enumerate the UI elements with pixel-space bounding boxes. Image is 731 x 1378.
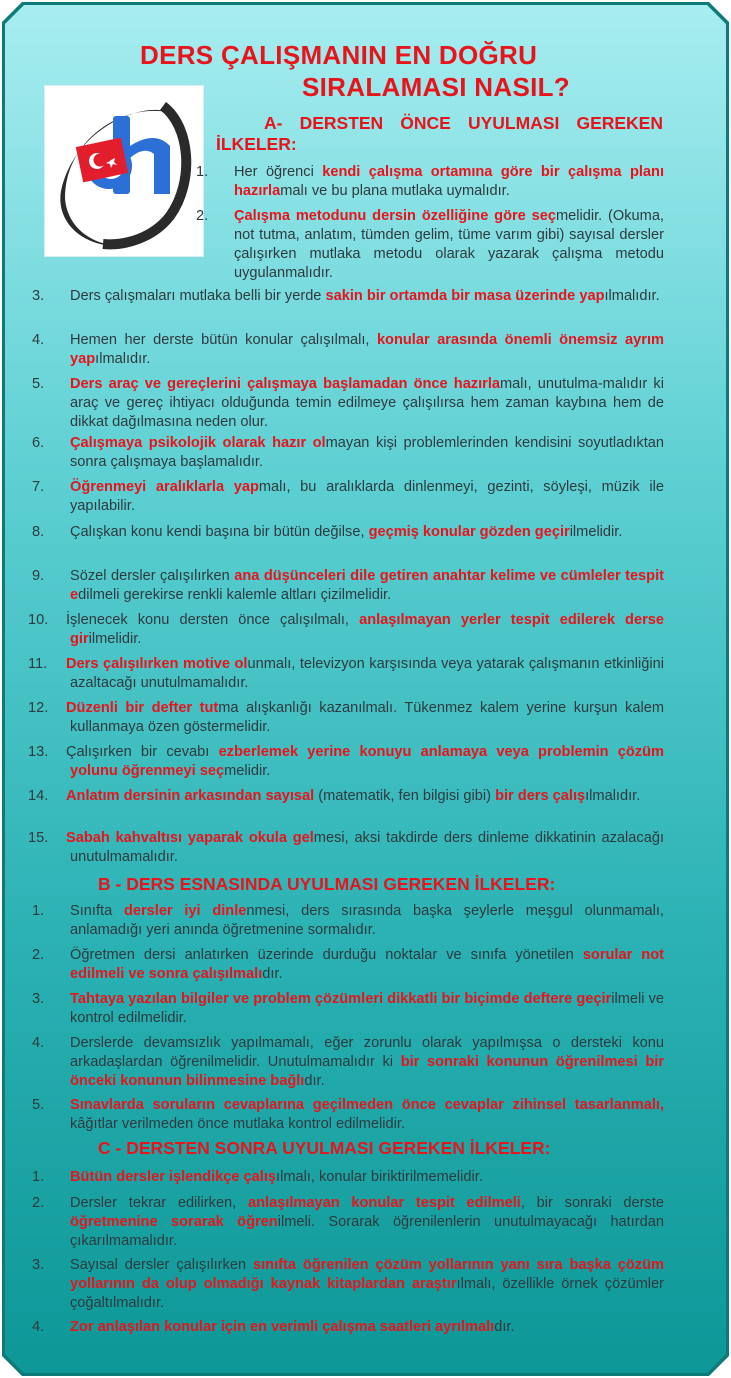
item-highlight: Çalışmaya psikolojik olarak hazır ol <box>70 435 326 451</box>
item-text: Öğretmen dersi anlatırken üzerinde durduğu noktalar ve sınıfa yönetilen <box>70 947 583 963</box>
item-number: 8. <box>32 524 45 540</box>
item-text: ılmalı, özellikle örnek çözümler çoğaltılmalıdır. <box>70 1276 664 1311</box>
item-text: Sözel dersler çalışılırken <box>70 568 235 584</box>
list-item <box>28 787 664 806</box>
item-text: malı, unutulma-malıdır ki araç ve gereç ihtiyacı olduğunda temin edilmeye çalışılırsa hem zaman kaybına hem de dikkat dağılmasına neden olur. <box>70 376 664 430</box>
item-number: 3. <box>32 1257 45 1273</box>
item-highlight: öğretmenine sorarak öğren <box>70 1214 278 1230</box>
list-item <box>32 478 664 516</box>
list-item <box>32 523 664 542</box>
item-number: 5. <box>32 376 45 392</box>
item-text: ılmalıdır. <box>585 788 641 804</box>
item-text: İşlenecek konu dersten önce çalışılmalı, <box>66 612 360 628</box>
page-title-line2: SIRALAMASI NASIL? <box>302 72 570 102</box>
item-text: Çalışırken bir cevabı <box>66 744 219 760</box>
section-b-heading: B - DERS ESNASINDA UYULMASI GEREKEN İLKELER: <box>98 874 556 894</box>
item-text: Hemen her derste bütün konular çalışılmalı, <box>70 332 377 348</box>
item-text: ilmeli ve kontrol edilmelidir. <box>70 991 664 1026</box>
item-number: 2. <box>196 208 209 224</box>
page-title-line1: DERS ÇALIŞMANIN EN DOĞRU <box>140 40 538 70</box>
item-number: 1. <box>196 164 209 180</box>
list-item <box>32 1256 664 1313</box>
item-highlight: Çalışma metodunu dersin özelliğine göre seç <box>234 208 556 224</box>
item-highlight: Düzenli bir defter tut <box>66 700 219 716</box>
item-highlight: Ders araç ve gereçlerini çalışmaya başlamadan önce hazırla <box>70 376 501 392</box>
item-text: (matematik, fen bilgisi gibi) <box>314 788 496 804</box>
list-item <box>196 163 664 201</box>
item-highlight: dersler iyi dinle <box>123 903 247 919</box>
item-text: dır. <box>262 966 283 982</box>
item-text: dilmeli gerekirse renkli kalemle altları çizilmelidir. <box>78 587 392 603</box>
item-highlight: ezberlemek yerine konuyu anlamaya veya problemin çözüm yolunu öğrenmeyi seç <box>70 744 664 779</box>
item-number: 7. <box>32 479 45 495</box>
item-number: 1. <box>32 903 45 919</box>
item-text: mesi, aksi takdirde ders dinleme dikkatinin azalacağı unutulmamalıdır. <box>70 830 664 865</box>
dh-logo-icon <box>45 86 203 256</box>
list-item <box>32 287 664 306</box>
item-text: ılmalıdır. <box>604 288 660 304</box>
list-item <box>28 829 664 867</box>
list-item <box>28 655 664 693</box>
item-highlight: sorular not edilmeli ve sonra çalışılmalı <box>70 947 664 982</box>
item-number: 4. <box>32 1319 45 1335</box>
item-text: malı ve bu plana mutlaka uymalıdır. <box>280 183 510 199</box>
section-a-heading: A- DERSTEN ÖNCE UYULMASI GEREKEN İLKELER: <box>216 113 663 154</box>
item-highlight: Sabah kahvaltısı yaparak okula gel <box>66 830 314 846</box>
item-number: 10. <box>28 612 49 628</box>
item-text: melidir. (Okuma, not tutma, anlatım, tümden gelim, tüme varım gibi) sayısal dersler çalışırken mutlaka metodu olarak yazarak çalışma metodu uygulanmalıdır. <box>234 208 664 281</box>
item-text: ılmalı, konular biriktirilmemelidir. <box>276 1169 483 1185</box>
list-item <box>32 902 664 940</box>
item-highlight: Bütün dersler işlendikçe çalış <box>70 1169 277 1185</box>
item-text: malı, bu aralıklarda dinlenmeyi, gezinti, söyleşi, müzik ile yapılabilir. <box>70 479 664 514</box>
item-number: 11. <box>28 656 48 672</box>
item-text: Derslerde devamsızlık yapılmamalı, eğer zorunlu olarak yapılmışsa o dersteki konu arkadaşlardan öğrenilmelidir. Unutulmamalıdır ki <box>70 1035 664 1070</box>
item-highlight: bir sonraki konunun öğrenilmesi bir önceki konunun bilinmesine bağlı <box>70 1054 664 1089</box>
list-item <box>32 1034 664 1091</box>
list-item <box>32 1168 664 1187</box>
item-number: 13. <box>28 744 49 760</box>
list-item <box>28 699 664 737</box>
item-highlight: anlaşılmayan konular tespit edilmeli <box>247 1195 521 1211</box>
item-highlight: sınıfta öğrenilen çözüm yollarının yanı sıra başka çözüm yollarının da olup olmadığı kaynak kitaplardan araştır <box>70 1257 664 1292</box>
item-text: Her öğrenci <box>234 164 323 180</box>
item-text: nmesi, ders sırasında başka şeylerle meşgul olunmamalı, anlamadığı yeri anında öğretmenine sormalıdır. <box>70 903 664 938</box>
item-text: Ders çalışmaları mutlaka belli bir yerde <box>70 288 326 304</box>
item-number: 1. <box>32 1169 45 1185</box>
item-text: kâğıtlar verilmeden önce mutlaka kontrol edilmelidir. <box>70 1116 406 1132</box>
item-text: ilmeli. Sorarak öğrenilenlerin unutulmayacağı hatırdan çıkarılmamalıdır. <box>70 1214 664 1249</box>
item-highlight: anlaşılmayan yerler tespit edilerek derse gir <box>70 612 664 647</box>
item-highlight: Ders çalışılırken motive ol <box>66 656 248 672</box>
list-item <box>32 946 664 984</box>
item-text: ilmelidir. <box>88 631 142 647</box>
item-number: 3. <box>32 288 45 304</box>
item-number: 2. <box>32 947 45 963</box>
section-c-heading: C - DERSTEN SONRA UYULMASI GEREKEN İLKELER: <box>98 1138 551 1158</box>
item-highlight: Tahtaya yazılan bilgiler ve problem çözümleri dikkatli bir biçimde deftere geçir <box>70 991 612 1007</box>
item-text: ılmalıdır. <box>95 351 151 367</box>
list-item <box>32 1096 664 1134</box>
item-highlight: Öğrenmeyi aralıklarla yap <box>70 479 259 495</box>
item-text: mayan kişi problemlerinden kendisini soyutladıktan sonra çalışmaya başlamalıdır. <box>70 435 665 470</box>
item-highlight: geçmiş konular gözden geçir <box>368 524 570 540</box>
list-item <box>28 743 664 781</box>
item-highlight: sakin bir ortamda bir masa üzerinde yap <box>325 288 605 304</box>
list-item <box>32 990 664 1028</box>
item-number: 4. <box>32 332 45 348</box>
item-highlight: kendi çalışma ortamına göre bir çalışma planı hazırla <box>234 164 664 199</box>
list-item <box>32 331 664 369</box>
item-text: dır. <box>494 1319 515 1335</box>
item-number: 15. <box>28 830 49 846</box>
item-text: , bir sonraki derste <box>520 1195 664 1211</box>
item-text: Sınıfta <box>70 903 124 919</box>
item-highlight: Zor anlaşılan konular için en verimli çalışma saatleri ayrılmalı <box>70 1319 495 1335</box>
item-text: Dersler tekrar edilirken, <box>70 1195 248 1211</box>
item-number: 5. <box>32 1097 45 1113</box>
item-highlight: konular arasında önemli önemsiz ayrım yap <box>70 332 664 367</box>
item-highlight: Anlatım dersinin arkasından sayısal <box>66 788 315 804</box>
list-item <box>32 567 665 605</box>
item-number: 4. <box>32 1035 45 1051</box>
list-item <box>32 1318 664 1337</box>
item-number: 14. <box>28 788 49 804</box>
item-text: Çalışkan konu kendi başına bir bütün değilse, <box>70 524 369 540</box>
item-text: Sayısal dersler çalışılırken <box>70 1257 253 1273</box>
item-text: ma alışkanlığı kazanılmalı. Tükenmez kalem yerine kurşun kalem kullanmaya özen göstermelidir. <box>70 700 664 735</box>
list-item <box>196 207 664 283</box>
list-item <box>28 611 664 649</box>
item-text: ilmelidir. <box>569 524 623 540</box>
logo <box>44 85 204 257</box>
item-highlight: ana düşünceleri dile getiren anahtar kelime ve cümleler tespit e <box>70 568 665 603</box>
item-highlight: Sınavlarda soruların cevaplarına geçilmeden önce cevaplar zihinsel tasarlanmalı, <box>70 1097 664 1113</box>
list-item <box>32 1194 664 1251</box>
list-item <box>32 434 665 472</box>
item-number: 2. <box>32 1195 45 1211</box>
item-number: 9. <box>32 568 45 584</box>
item-highlight: bir ders çalış <box>495 788 586 804</box>
item-text: melidir. <box>224 763 271 779</box>
item-number: 12. <box>28 700 49 716</box>
list-item <box>32 375 664 432</box>
item-number: 3. <box>32 991 45 1007</box>
item-text: unmalı, televizyon karşısında veya yatarak çalışmanın etkinliğini azaltacağı unutulmamalıdır. <box>70 656 664 691</box>
item-number: 6. <box>32 435 45 451</box>
item-text: dır. <box>304 1073 325 1089</box>
